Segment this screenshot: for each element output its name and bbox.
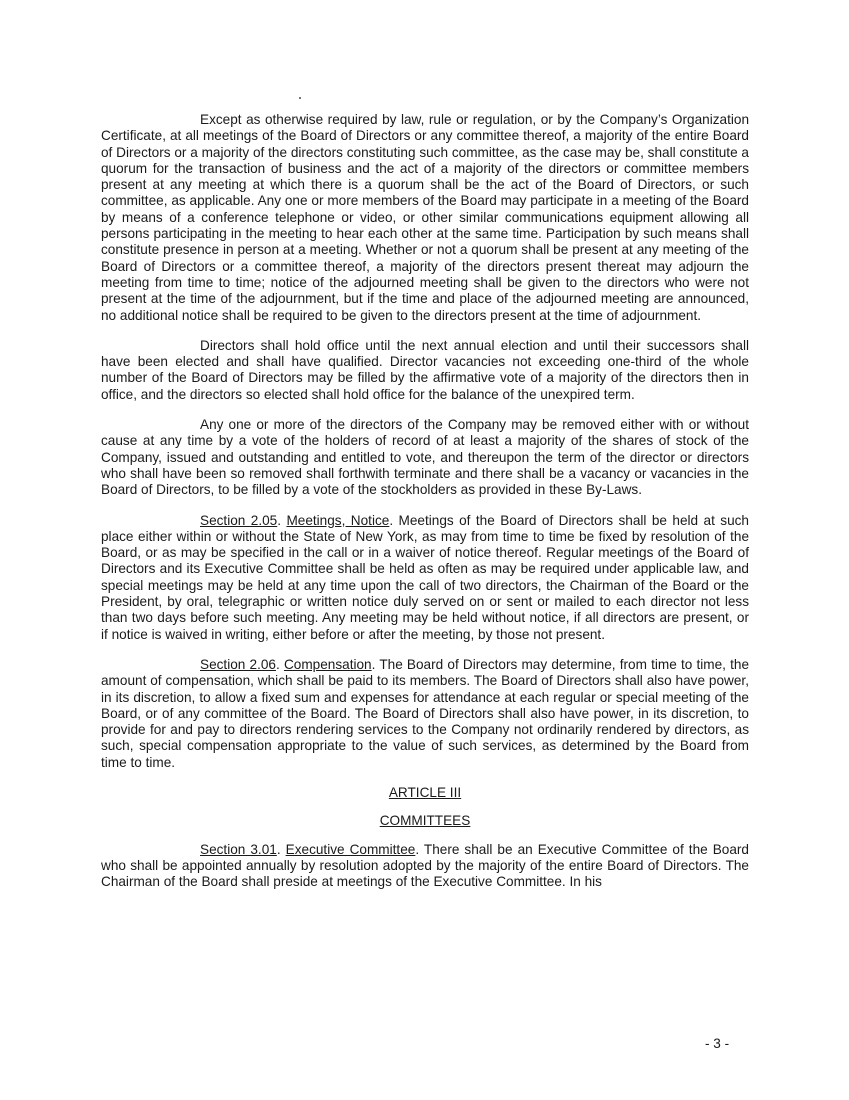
stray-mark (299, 97, 301, 99)
article-title-heading (101, 813, 749, 829)
section-2-06-body: The Board of Directors may determine, from time to time, the amount of compensation, which shall be paid to its members. The Board of Directors shall also have power, in its discretion, to allow a fixed sum and expenses for attendance at each regular or special meeting of the Board, or of any committee of the Board. The Board of Directors shall also have power, in its discretion, to provide for and pay to directors rendering services to the Company not ordinarily rendered by directors, as such, special compensation appropriate to the value of such services, as determined by the Board from time to time. (101, 656, 750, 770)
section-3-01-title: Executive Committee (285, 841, 416, 857)
paragraph-director-removal: Any one or more of the directors of the Company may be removed either with or without cause at any time by a vote of the holders of record of at least a majority of the shares of stock of the Company, issued and outstanding and entitled to vote, and thereupon the term of the director or directors who shall have been so removed shall forthwith terminate and there shall be a vacancy or vacancies in the Board of Directors, to be filled by a vote of the stockholders as provided in these By-Laws. (101, 417, 749, 498)
section-3-01-body: There shall be an Executive Committee of the Board who shall be appointed annually by resolution adopted by the majority of the entire Board of Directors. The Chairman of the Board shall preside at meetings of the Executive Committee. In his (101, 841, 749, 890)
document-page (101, 112, 749, 894)
section-2-05-title: Meetings, Notice (286, 512, 390, 528)
section-2-05: Section 2.05. Meetings, Notice. Meetings of the Board of Directors shall be held at such place either within or without the State of New York, as may from time to time be fixed by resolution of the Board, or as may be specified in the call or in a waiver of notice thereof. Regular meetings of the Board of Directors and its Executive Committee shall be held as often as may be required under applicable law, and special meetings may be held at any time upon the call of two directors, the Chairman of the Board or the President, by oral, telegraphic or written notice duly served on or sent or mailed to each director not less than two days before such meeting. Any meeting may be held without notice, if all directors are present, or if notice is waived in writing, either before or after the meeting, by those not present. (101, 512, 749, 642)
section-3-01: Section 3.01. Executive Committee. There shall be an Executive Committee of the Board who shall be appointed annually by resolution adopted by the majority of the entire Board of Directors. The Chairman of the Board shall preside at meetings of the Executive Committee. In his (101, 841, 749, 890)
section-2-05-number: Section 2.05 (200, 512, 278, 528)
section-2-06-number: Section 2.06 (200, 656, 276, 672)
article-number: ARTICLE III (388, 784, 462, 800)
section-2-06: Section 2.06. Compensation. The Board of Directors may determine, from time to time, the amount of compensation, which shall be paid to its members. The Board of Directors shall also have power, in its discretion, to allow a fixed sum and expenses for attendance at each regular or special meeting of the Board, or of any committee of the Board. The Board of Directors shall also have power, in its discretion, to provide for and pay to directors rendering services to the Company not ordinarily rendered by directors, as such, special compensation appropriate to the value of such services, as determined by the Board from time to time. (101, 656, 750, 770)
section-2-06-title: Compensation (283, 656, 372, 672)
article-heading (101, 785, 749, 801)
article-title: COMMITTEES (379, 813, 471, 829)
paragraph-director-term: Directors shall hold office until the next annual election and until their successors shall have been elected and shall have qualified. Director vacancies not exceeding one-third of the whole number of the Board of Directors may be filled by the affirmative vote of a majority of the directors then in office, and the directors so elected shall hold office for the balance of the unexpired term. (101, 337, 749, 402)
section-2-05-body: Meetings of the Board of Directors shall be held at such place either within or without the State of New York, as may from time to time be fixed by resolution of the Board, or as may be specified in the call or in a waiver of notice thereof. Regular meetings of the Board of Directors and its Executive Committee shall be held as often as may be required under applicable law, and special meetings may be held at any time upon the call of two directors, the Chairman of the Board or the President, by oral, telegraphic or written notice duly served on or sent or mailed to each director not less than two days before such meeting. Any meeting may be held without notice, if all directors are present, or if notice is waived in writing, either before or after the meeting, by those not present. (101, 512, 749, 642)
paragraph-quorum: Except as otherwise required by law, rule or regulation, or by the Company’s Organization Certificate, at all meetings of the Board of Directors or any committee thereof, a majority of the entire Board of Directors or a majority of the directors constituting such committee, as the case may be, shall constitute a quorum for the transaction of business and the act of a majority of the directors or committee members present at any meeting at which there is a quorum shall be the act of the Board of Directors, or such committee, as applicable. Any one or more members of the Board may participate in a meeting of the Board by means of a conference telephone or video, or other similar communications equipment allowing all persons participating in the meeting to hear each other at the same time. Participation by such means shall constitute presence in person at a meeting. Whether or not a quorum shall be present at any meeting of the Board of Directors or a committee thereof, a majority of the directors present thereat may adjourn the meeting from time to time; notice of the adjourned meeting shall be given to the directors who were not present at the time of the adjournment, but if the time and place of the adjourned meeting are announced, no additional notice shall be required to be given to the directors present at the time of adjournment. (101, 112, 749, 323)
section-3-01-number: Section 3.01 (200, 841, 277, 857)
page-number: - 3 - (705, 1036, 730, 1051)
